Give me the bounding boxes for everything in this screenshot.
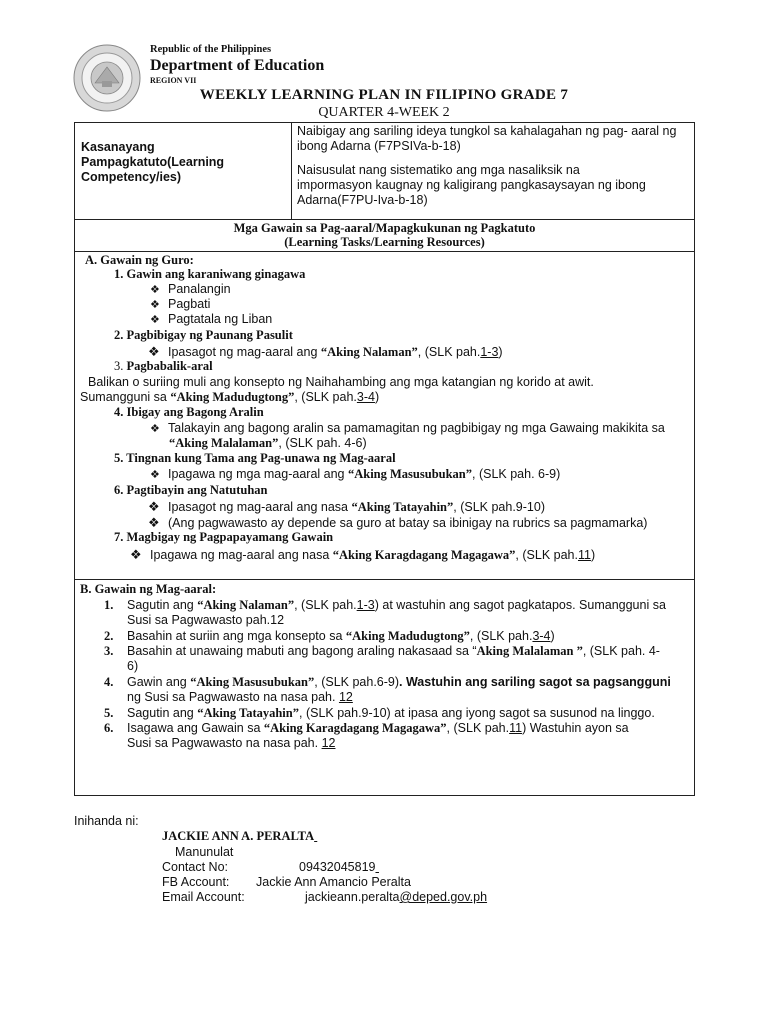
list-item: Susi sa Pagwawasto pah.12 xyxy=(127,613,285,627)
list-item: Basahin at suriin ang mga konsepto sa “Aking Madudugtong”, (SLK pah.3-4) xyxy=(127,629,555,643)
paragraph-text: Balikan o suriing muli ang konsepto ng Naihahambing ang mga katangian ng korido at awit. xyxy=(88,375,594,389)
diamond-bullet-icon: ❖ xyxy=(150,299,160,311)
email-value[interactable]: jackieann.peralta@deped.gov.ph xyxy=(305,890,488,904)
list-item: Sagutin ang “Aking Tatayahin”, (SLK pah.9-10) at ipasa ang iyong sagot sa susunod na linggo. xyxy=(127,706,655,720)
list-item: Gawin ang “Aking Masusubukan”, (SLK pah.6-9). Wastuhin ang sariling sagot sa pagsangguni xyxy=(127,675,671,689)
list-item: Susi sa Pagwawasto na nasa pah. 12 xyxy=(127,736,336,750)
author-name: JACKIE ANN A. PERALTA xyxy=(162,829,315,843)
tasks-header: Mga Gawain sa Pag-aaral/Mapagkukunan ng Pagkatuto xyxy=(233,221,536,235)
diamond-bullet-icon: ❖ xyxy=(150,284,160,296)
quarter-label: QUARTER 4-WEEK 2 xyxy=(318,105,450,120)
step-heading: 1. Gawin ang karaniwang ginagawa xyxy=(114,267,306,281)
department-name: Department of Education xyxy=(150,57,325,74)
list-item: “Aking Malalaman”, (SLK pah. 4-6) xyxy=(169,436,367,450)
step-heading: 5. Tingnan kung Tama ang Pag-unawa ng Mag-aaral xyxy=(114,451,396,465)
contact-value: 09432045819 xyxy=(299,860,376,874)
competency-label: Competency/ies) xyxy=(81,170,182,184)
list-item: ❖ Ipasagot ng mag-aaral ang nasa “Aking Tatayahin”, (SLK pah.9-10) xyxy=(148,499,545,514)
list-item: ❖ Ipasagot ng mag-aaral ang “Aking Nalaman”, (SLK pah.1-3) xyxy=(148,344,503,359)
diamond-bullet-icon: ❖ xyxy=(130,547,142,562)
fb-label: FB Account: xyxy=(162,875,230,889)
list-item: ❖ Pagbati xyxy=(150,297,211,311)
step-heading: 7. Magbigay ng Pagpapayamang Gawain xyxy=(114,530,334,544)
region-label: REGION VII xyxy=(150,76,197,85)
item-number: 3. xyxy=(104,644,114,658)
list-item: 6) xyxy=(127,659,139,673)
list-item: ❖ Ipagawa ng mga mag-aaral ang “Aking Masusubukan”, (SLK pah. 6-9) xyxy=(150,467,561,481)
list-item: Isagawa ang Gawain sa “Aking Karagdagang Magagawa”, (SLK pah.11) Wastuhin ayon sa xyxy=(127,721,629,735)
competency-text: ibong Adarna (F7PSIVa-b-18) xyxy=(297,139,461,153)
competency-text: Naisusulat nang sistematiko ang mga nasaliksik na xyxy=(297,163,580,177)
item-number: 1. xyxy=(104,598,114,612)
list-item: ❖ Panalangin xyxy=(150,282,231,296)
republic-label: Republic of the Philippines xyxy=(150,44,272,55)
step-heading: 3. Pagbabalik-aral xyxy=(114,359,213,373)
list-item: ❖ (Ang pagwawasto ay depende sa guro at batay sa ibinigay na rubrics sa pagmamarka) xyxy=(148,515,648,530)
list-item: ❖ Talakayin ang bagong aralin sa pamamagitan ng pagbibigay ng mga Gawaing makikita sa xyxy=(150,421,665,435)
item-number: 6. xyxy=(104,721,114,735)
list-item: ❖ Pagtatala ng Liban xyxy=(150,312,273,326)
competency-text: Naibigay ang sariling ideya tungkol sa kahalagahan ng pag- aaral ng xyxy=(297,124,677,138)
fb-value: Jackie Ann Amancio Peralta xyxy=(256,875,411,889)
diamond-bullet-icon: ❖ xyxy=(150,469,160,481)
diamond-bullet-icon: ❖ xyxy=(148,515,160,530)
diamond-bullet-icon: ❖ xyxy=(150,423,160,435)
paragraph-text: Sumangguni sa “Aking Madudugtong”, (SLK pah.3-4) xyxy=(80,390,380,404)
item-number: 2. xyxy=(104,629,114,643)
email-label: Email Account: xyxy=(162,890,245,904)
contact-label: Contact No: xyxy=(162,860,229,874)
diamond-bullet-icon: ❖ xyxy=(150,314,160,326)
prepared-by-label: Inihanda ni: xyxy=(74,814,139,828)
tasks-header: (Learning Tasks/Learning Resources) xyxy=(284,235,485,249)
diamond-bullet-icon: ❖ xyxy=(148,344,160,359)
item-number: 5. xyxy=(104,706,114,720)
competency-label: Pampagkatuto(Learning xyxy=(81,155,225,169)
author-role: Manunulat xyxy=(175,845,234,859)
diamond-bullet-icon: ❖ xyxy=(148,499,160,514)
list-item: ❖ Ipagawa ng mag-aaral ang nasa “Aking Karagdagang Magagawa”, (SLK pah.11) xyxy=(130,547,596,562)
competency-text: Adarna(F7PU-Iva-b-18) xyxy=(297,193,428,207)
item-number: 4. xyxy=(104,675,114,689)
list-item: Sagutin ang “Aking Nalaman”, (SLK pah.1-3) at wastuhin ang sagot pagkatapos. Sumangguni sa xyxy=(127,598,666,612)
list-item: Basahin at unawaing mabuti ang bagong araling nakasaad sa “Aking Malalaman ”, (SLK pah. 4- xyxy=(127,644,660,658)
page-title: WEEKLY LEARNING PLAN IN FILIPINO GRADE 7 xyxy=(199,87,569,103)
competency-text: impormasyon kaugnay ng kaligirang pangkasaysayan ng ibong xyxy=(297,178,646,192)
competency-label: Kasanayang xyxy=(81,140,155,154)
step-heading: 4. Ibigay ang Bagong Aralin xyxy=(114,405,264,419)
magaaral-heading: B. Gawain ng Mag-aaral: xyxy=(80,582,217,596)
step-heading: 6. Pagtibayin ang Natutuhan xyxy=(114,483,268,497)
step-heading: 2. Pagbibigay ng Paunang Pasulit xyxy=(114,328,293,342)
list-item: ng Susi sa Pagwawasto na nasa pah. 12 xyxy=(127,690,353,704)
guro-heading: A. Gawain ng Guro: xyxy=(85,253,194,267)
